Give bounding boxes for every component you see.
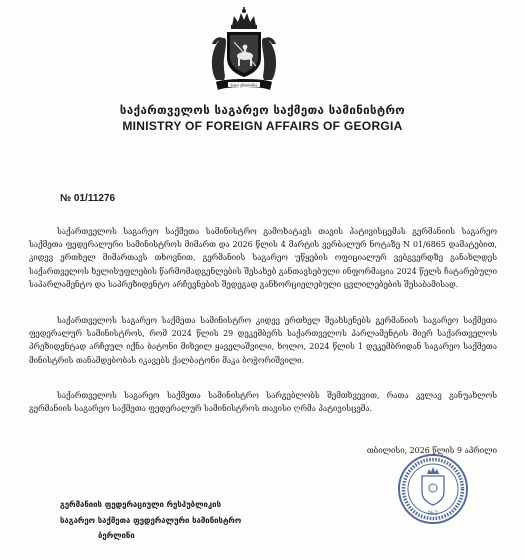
paragraph-3: საქართველოს საგარეო საქმეთა სამინისტრო სარგებლობს შემთხვევით, რათა კვლავ განუახლოს გერმანიის საგარეო საქმეთა ფედერალურ სამინისტროს თავისი ღრმა პატივისცემა. (29, 391, 497, 414)
addressee-city: ბერლინი (98, 531, 135, 540)
emblem-motto: ძალა ერთობაშია (230, 83, 258, 88)
paragraph-1: საქართველოს საგარეო საქმეთა სამინისტრო გამოხატავს თავის პატივისცემას გერმანიის საგარეო საქმეთა ფედერალური სამინისტროს მიმართ და 2026 წლის 4 მარტის ვერბალურ ნოტაზე N 01/6865 დამატებით, კიდევ ერთხელ მიმართავს თხოვნით, გერმანიის საგარეო უწყების ოფიციალურ ვებგვერდზე განახლდეს საქართველოს ხელისუფლების წარმომადგენლების შესახებ განთავსებული ინფორმაცია 2024 წელს ჩატარებული საპარლამენტო და საპრეზიდენტო არჩევნების შედეგად განხორციელებული ცვლილებების შესაბამისად. (29, 227, 497, 289)
addressee-line-1: გერმანიის ფედერაციული რესპუბლიკის (60, 500, 222, 509)
addressee-line-2: საგარეო საქმეთა ფედერალური სამინისტრო (60, 515, 242, 525)
ministry-name-georgian: საქართველოს საგარეო საქმეთა სამინისტრო (119, 103, 406, 117)
official-seal-icon (396, 452, 470, 526)
document-number: № 01/11276 (60, 193, 116, 204)
ministry-name-english: MINISTRY OF FOREIGN AFFAIRS OF GEORGIA (122, 119, 403, 133)
place-and-date: თბილისი, 2026 წლის 9 აპრილი (366, 446, 497, 455)
seal-number: №2 (427, 510, 439, 517)
georgia-coat-of-arms-icon (204, 6, 284, 96)
paragraph-2: საქართველოს საგარეო საქმეთა სამინისტრო კიდევ ერთხელ შეახსენებს გერმანიის საგარეო საქმეთა ფედერალურ სამინისტროს, რომ 2024 წლის 29 დეკემბერს საქართველოს პარლამენტის მიერ საქართველოს პრეზიდენტად არჩეულ იქნა ბატონი მიხეილ ყაველაშვილი, ხოლო, 2024 წლის 1 დეკემბრიდან საგარეო საქმეთა მინისტრის თანამდებობას იკავებს ქალბატონი მაკა ბოჭორიშვილი. (29, 316, 497, 365)
addressee-block (60, 497, 290, 544)
